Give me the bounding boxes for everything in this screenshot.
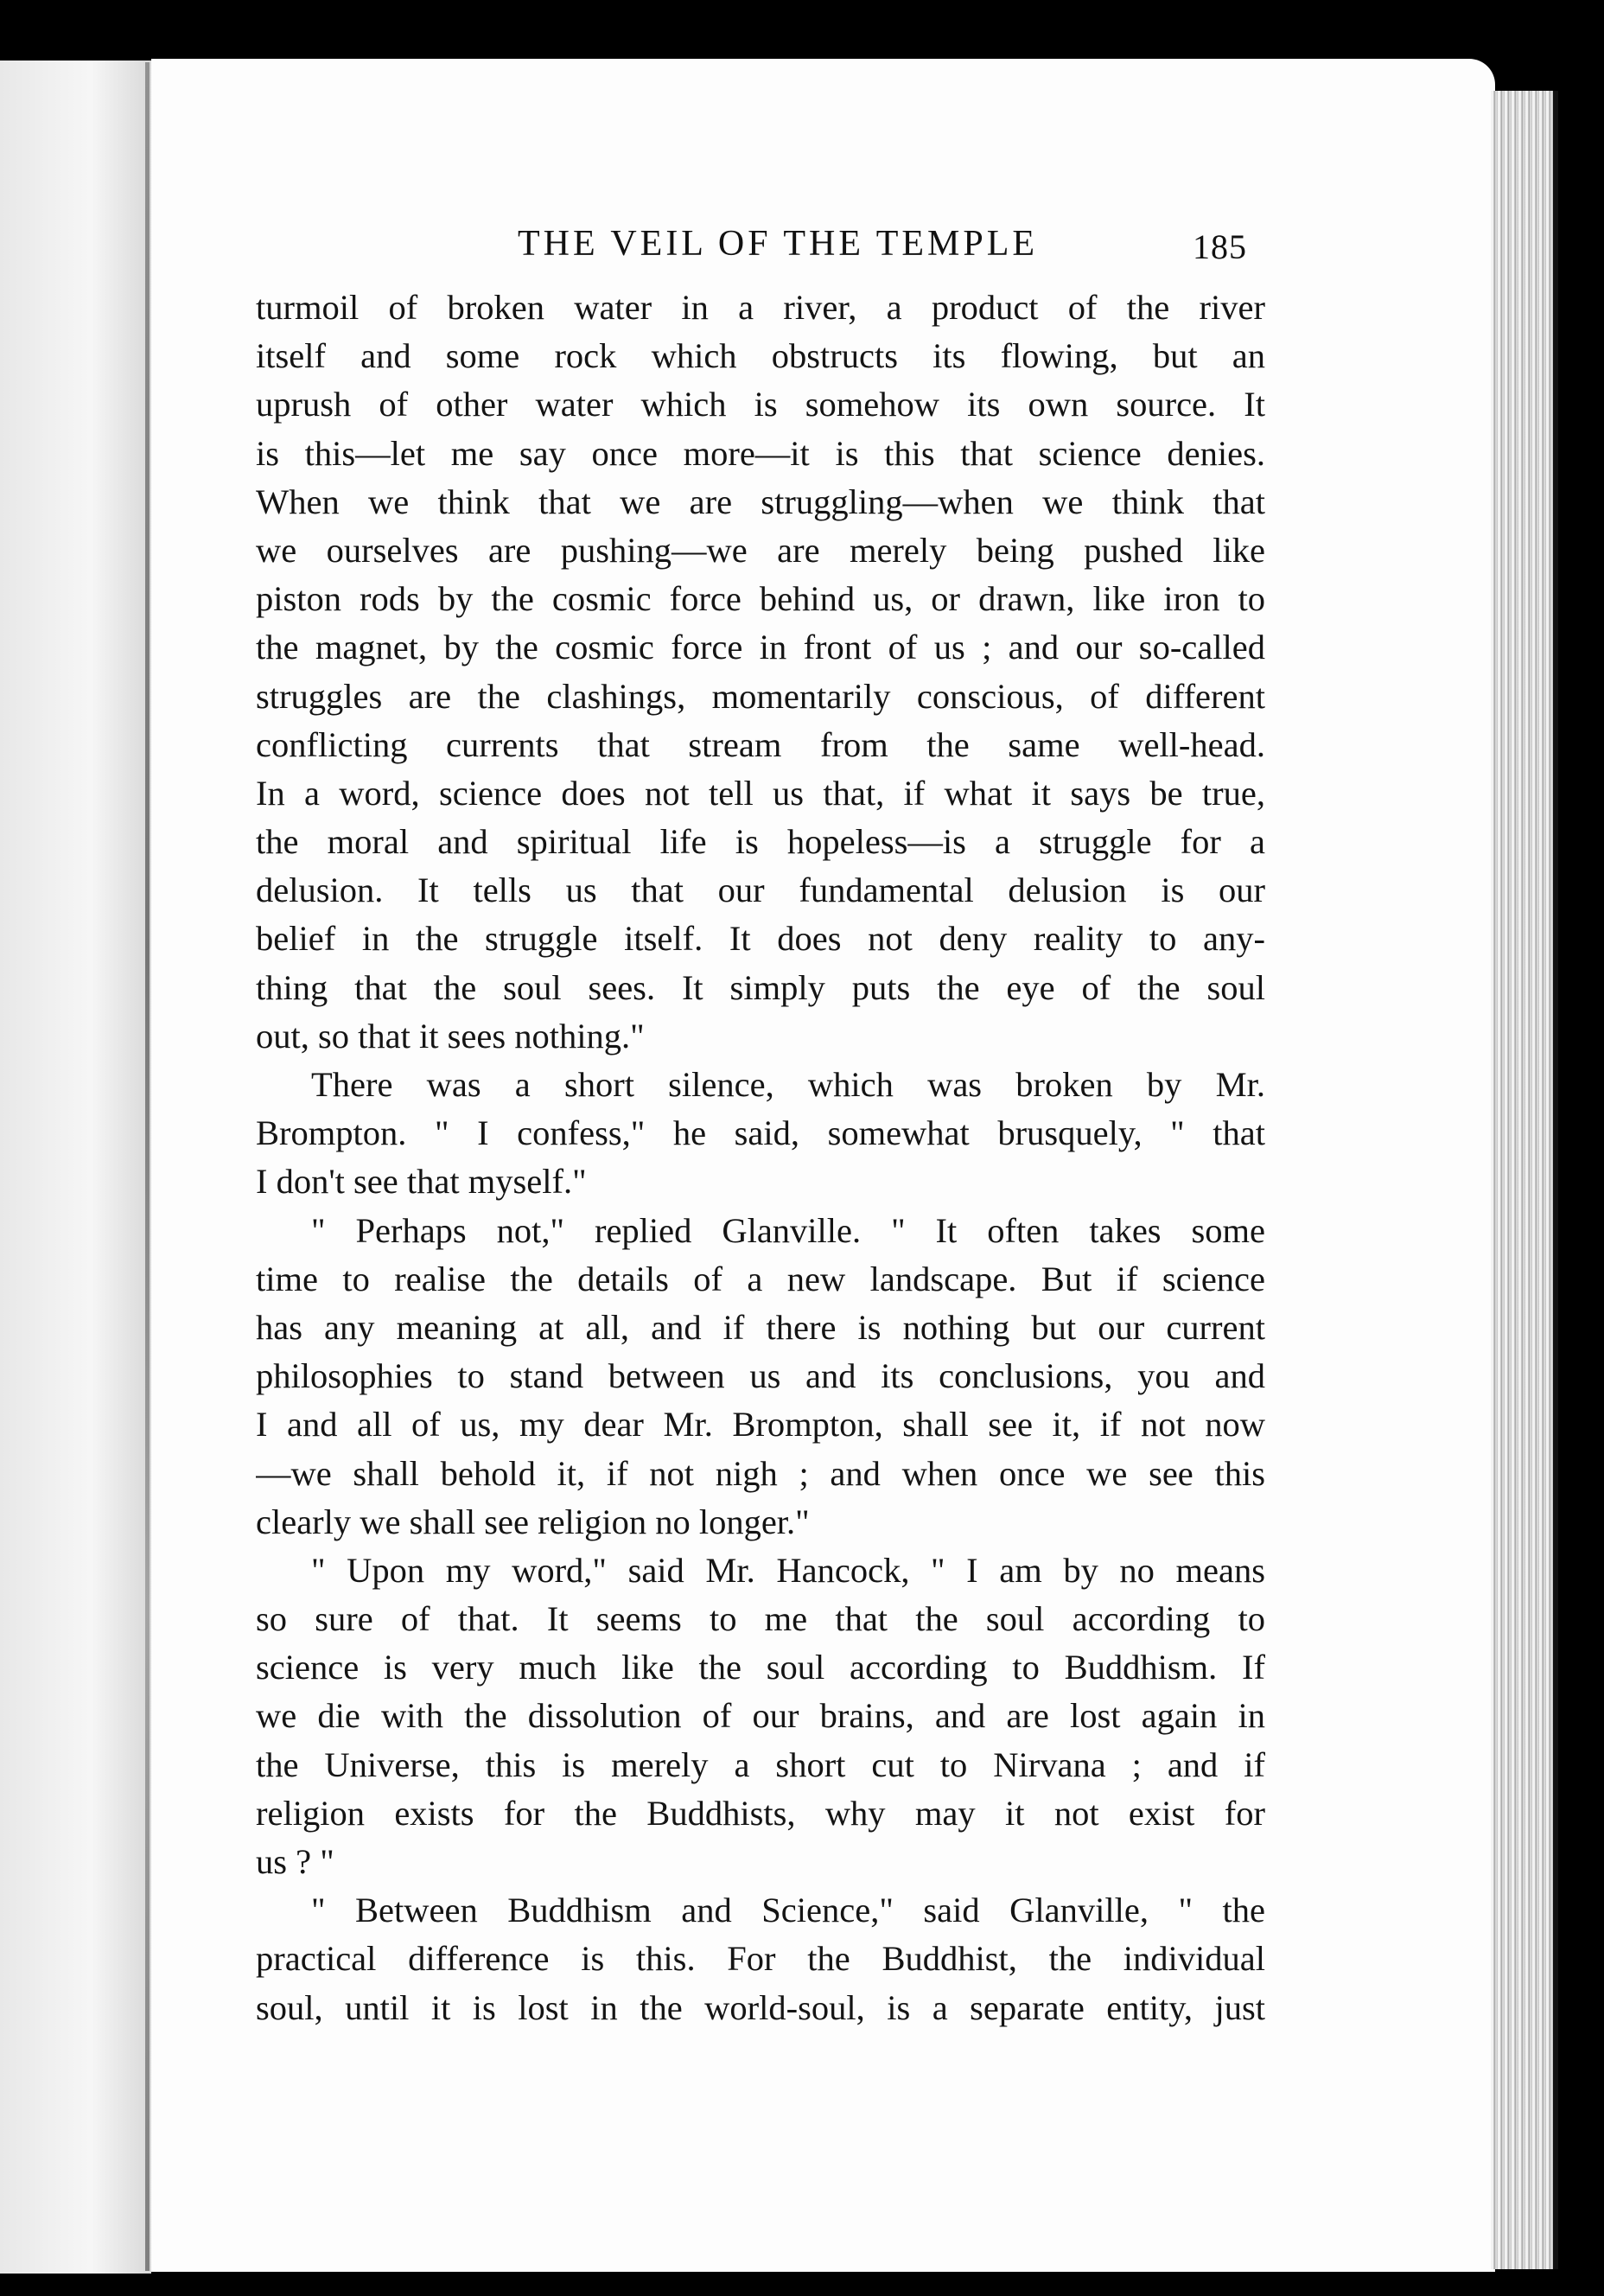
- text-line: uprush of other water which is somehow its own source. It: [256, 385, 1265, 424]
- text-line: the magnet, by the cosmic force in front of us ; and our so-called: [256, 628, 1265, 667]
- running-head: THE VEIL OF THE TEMPLE: [517, 224, 1039, 264]
- body-text: [256, 284, 1265, 2032]
- text-line: thing that the soul sees. It simply puts the eye of the soul: [256, 967, 1265, 1007]
- text-line: time to realise the details of a new landscape. But if science: [256, 1259, 1265, 1298]
- text-line: out, so that it sees nothing.": [256, 1016, 645, 1056]
- text-line: I don't see that myself.": [256, 1162, 587, 1202]
- text-line: In a word, science does not tell us that, if what it says be true,: [256, 773, 1265, 813]
- text-line: the Universe, this is merely a short cut to Nirvana ; and if: [256, 1744, 1265, 1784]
- text-line: soul, until it is lost in the world-soul, is a separate entity, just: [256, 1987, 1265, 2027]
- text-line: we ourselves are pushing—we are merely being pushed like: [256, 530, 1265, 570]
- text-line: struggles are the clashings, momentarily conscious, of different: [256, 676, 1265, 716]
- text-line: conflicting currents that stream from the same well-head.: [256, 724, 1265, 764]
- text-line: I and all of us, my dear Mr. Brompton, shall see it, if not now: [256, 1405, 1265, 1445]
- text-line: the moral and spiritual life is hopeless—is a struggle for a: [256, 822, 1265, 862]
- text-line: There was a short silence, which was broken by Mr.: [311, 1065, 1265, 1104]
- text-line: we die with the dissolution of our brains, and are lost again in: [256, 1696, 1265, 1736]
- text-line: turmoil of broken water in a river, a product of the river: [256, 288, 1265, 327]
- text-line: science is very much like the soul according to Buddhism. If: [256, 1648, 1265, 1687]
- text-line: clearly we shall see religion no longer.": [256, 1502, 810, 1541]
- book-gutter: [145, 62, 150, 2271]
- text-line: is this—let me say once more—it is this that science denies.: [256, 433, 1265, 473]
- text-line: Brompton. " I confess," he said, somewhat brusquely, " that: [256, 1113, 1265, 1153]
- text-line: so sure of that. It seems to me that the soul according to: [256, 1599, 1265, 1639]
- text-line: " Perhaps not," replied Glanville. " It often takes some: [311, 1210, 1265, 1250]
- text-line: religion exists for the Buddhists, why may it not exist for: [256, 1793, 1265, 1833]
- text-line: itself and some rock which obstructs its flowing, but an: [256, 336, 1265, 376]
- page-stack-edge: [1491, 91, 1558, 2269]
- text-line: us ? ": [256, 1842, 334, 1881]
- text-line: " Upon my word," said Mr. Hancock, " I am by no means: [311, 1550, 1265, 1590]
- text-line: philosophies to stand between us and its conclusions, you and: [256, 1356, 1265, 1396]
- text-line: " Between Buddhism and Science," said Glanville, " the: [311, 1891, 1265, 1930]
- text-line: piston rods by the cosmic force behind us, or drawn, like iron to: [256, 579, 1265, 619]
- text-line: delusion. It tells us that our fundamental delusion is our: [256, 871, 1265, 910]
- text-line: practical difference is this. For the Buddhist, the individual: [256, 1939, 1265, 1979]
- text-line: belief in the struggle itself. It does not deny reality to any-: [256, 919, 1265, 959]
- text-line: —we shall behold it, if not nigh ; and when once we see this: [256, 1453, 1265, 1493]
- text-line: has any meaning at all, and if there is nothing but our current: [256, 1307, 1265, 1347]
- page-number: 185: [1193, 227, 1247, 266]
- text-line: When we think that we are struggling—when we think that: [256, 482, 1265, 521]
- adjacent-page-edge: [0, 61, 151, 2274]
